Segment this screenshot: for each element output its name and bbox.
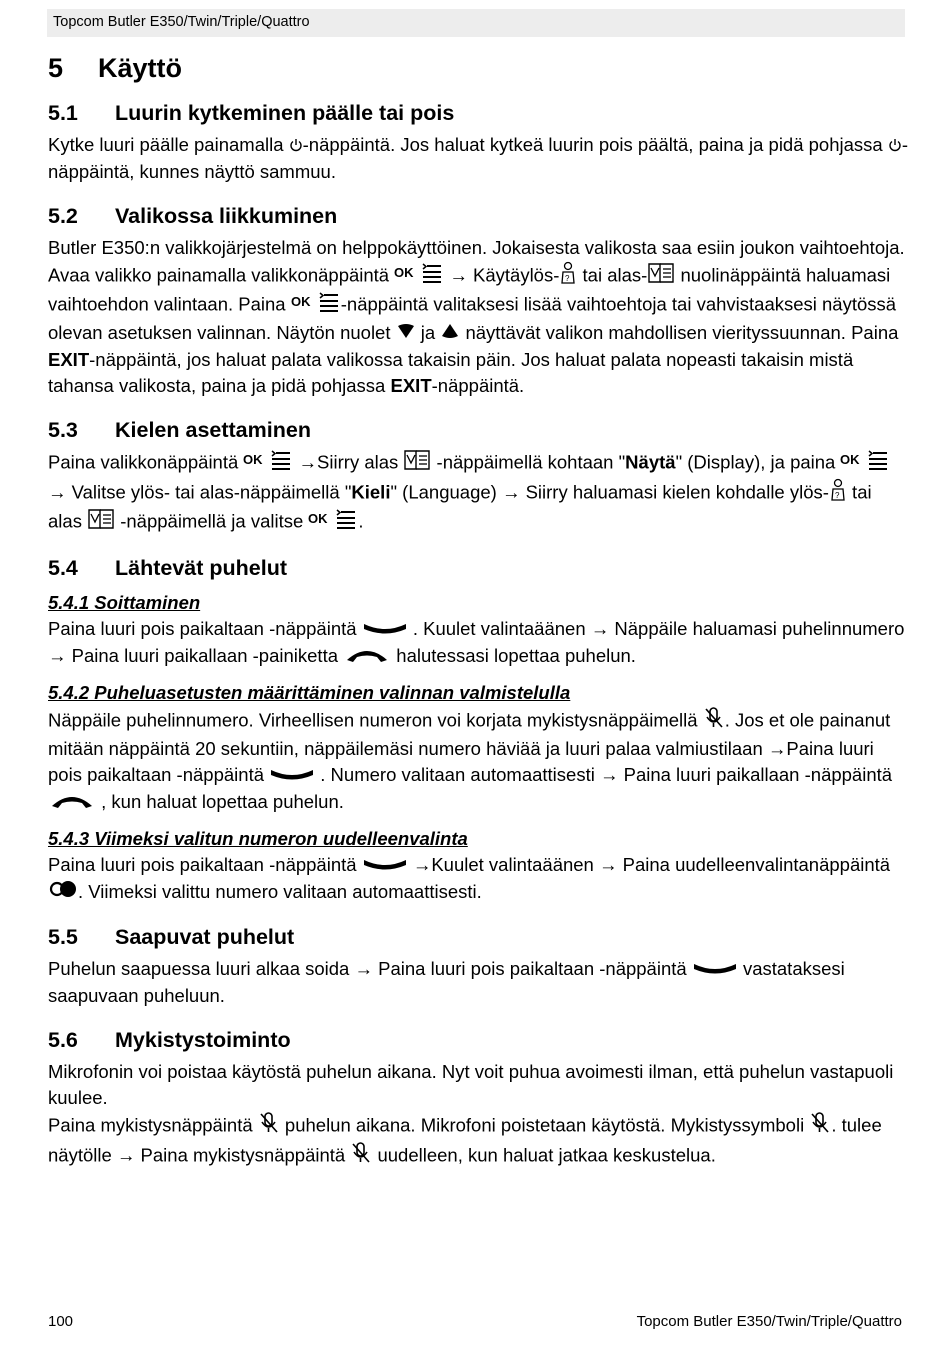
mute-mic-icon <box>258 1111 280 1142</box>
ok-menu-icon <box>291 291 341 320</box>
svg-text:OK: OK <box>290 294 311 310</box>
on-hook-icon <box>48 790 96 817</box>
footer-title: Topcom Butler E350/Twin/Triple/Quattro <box>636 1313 902 1330</box>
svg-text:OK: OK <box>840 451 860 467</box>
section-5-2-text: Butler E350:n valikkojärjestelmä on helppokäyttöinen. Jokaisesta valikosta saa esiin joukon vaihtoehtoja. Avaa valikko painamalla valikkonäppäintä OK → Käytäylös- ? tai alas- nuolinäppäintä haluamasi vaihtoehdon valintaan. Paina OK -näppäintä valitaksesi lisää vaihtoehtoja tai vahvistaaksesi näytössä olevan asetuksen valinnan. Näytön nuolet ja näyttävät valikon mahdollisen vierityssuunnan. Paina EXIT-näppäintä, jos haluat palata valikossa takaisin päin. Jos haluat palata nopeasti takaisin mistä tahansa valikosta, paina ja pidä pohjassa EXIT-näppäintä. <box>48 236 905 396</box>
redial-icon <box>48 879 78 906</box>
page-content <box>48 50 908 1172</box>
power-icon <box>289 133 303 159</box>
section-5-2-title: 5.2 Valikossa liikkuminen <box>48 203 338 228</box>
section-5-6-text-1: Mikrofonin voi poistaa käytöstä puhelun aikana. Nyt voit puhua avoimesti ilman, että puhelun vastapuoli kuulee. <box>48 1061 894 1108</box>
off-hook-icon <box>362 853 408 879</box>
scroll-up-arrow-icon <box>440 321 460 347</box>
down-key-book-icon <box>403 449 431 478</box>
subsection-5-4-2-title: 5.4.2 Puheluasetusten määrittäminen valinnan valmistelulla <box>48 681 571 703</box>
power-icon <box>888 133 902 159</box>
section-5-3-title: 5.3 Kielen asettaminen <box>48 417 311 442</box>
section-5-4-title: 5.4 Lähtevät puhelut <box>48 556 288 581</box>
ok-menu-icon <box>840 449 890 478</box>
section-5-1-text: Kytke luuri päälle painamalla -näppäintä. Jos haluat kytkeä luurin pois päältä, paina ja pidä pohjassa -näppäintä, kunnes näyttö sammuu. <box>48 134 909 182</box>
down-key-book-icon <box>647 262 675 291</box>
up-key-icon <box>559 261 577 292</box>
section-5-6-text-2: Paina mykistysnäppäintä puhelun aikana. Mikrofoni poistetaan käytöstä. Mykistyssymboli . tulee näytölle → Paina mykistysnäppäintä uudelleen, kun haluat jatkaa keskustelua. <box>48 1111 908 1173</box>
section-5-5-title: 5.5 Saapuvat puhelut <box>48 925 295 950</box>
off-hook-icon <box>692 957 738 983</box>
ok-menu-icon <box>394 262 444 291</box>
subsection-5-4-1-text: Paina luuri pois paikaltaan -näppäintä . Kuulet valintaäänen → Näppäile haluamasi puhelinnumero → Paina luuri paikallaan -painiketta halutessasi lopettaa puhelun. <box>48 616 908 671</box>
section-5-3-text: Paina valikkonäppäintä OK →Siirry alas -näppäimellä kohtaan "Näytä" (Display), ja paina OK → Valitse ylös- tai alas-näppäimellä "Kieli" (Language) → Siirry haluamasi kielen kohdalle ylös- ? tai alas -näppäimellä ja valitse OK . <box>48 449 908 537</box>
chapter-title: 5 Käyttö <box>48 53 183 83</box>
svg-text:OK: OK <box>394 264 414 280</box>
section-5-6-title: 5.6 Mykistystoiminto <box>48 1028 291 1053</box>
up-key-icon <box>829 478 847 509</box>
ok-menu-icon <box>243 449 293 478</box>
down-key-book-icon <box>87 508 115 537</box>
svg-text:OK: OK <box>308 511 328 527</box>
svg-text:?: ? <box>565 273 570 283</box>
header-bar <box>47 9 905 37</box>
section-5-5-text: Puhelun saapuessa luuri alkaa soida → Paina luuri pois paikaltaan -näppäintä vastataksesi saapuvaan puheluun. <box>48 958 845 1007</box>
mute-mic-icon <box>703 706 725 737</box>
svg-text:OK: OK <box>243 451 263 467</box>
subsection-5-4-2-text: Näppäile puhelinnumero. Virheellisen numeron voi korjata mykistysnäppäimellä . Jos et ole painanut mitään näppäintä 20 sekuntiin, näppäilemäsi numero häviää ja luuri palaa valmiustilaan →Paina luuri pois paikaltaan -näppäintä . Numero valitaan automaattisesti → Paina luuri paikallaan -näppäintä , kun haluat lopettaa puhelun. <box>48 706 908 817</box>
scroll-down-arrow-icon <box>396 321 416 347</box>
header-title: Topcom Butler E350/Twin/Triple/Quattro <box>53 14 310 30</box>
section-5-1-title: 5.1 Luurin kytkeminen päälle tai pois <box>48 101 455 125</box>
off-hook-icon <box>269 763 315 789</box>
subsection-5-4-1-title: 5.4.1 Soittaminen <box>48 592 201 614</box>
svg-text:?: ? <box>834 490 840 500</box>
mute-mic-icon <box>350 1141 372 1172</box>
on-hook-icon <box>343 644 391 671</box>
footer-page-number: 100 <box>48 1313 74 1330</box>
subsection-5-4-3-text: Paina luuri pois paikaltaan -näppäintä →Kuulet valintaäänen → Paina uudelleenvalintanäppäintä . Viimeksi valittu numero valitaan automaattisesti. <box>48 852 908 907</box>
subsection-5-4-3-title: 5.4.3 Viimeksi valitun numeron uudelleenvalinta <box>48 827 468 849</box>
mute-symbol-icon <box>809 1111 831 1142</box>
off-hook-icon <box>362 617 408 643</box>
ok-menu-icon <box>308 508 358 537</box>
